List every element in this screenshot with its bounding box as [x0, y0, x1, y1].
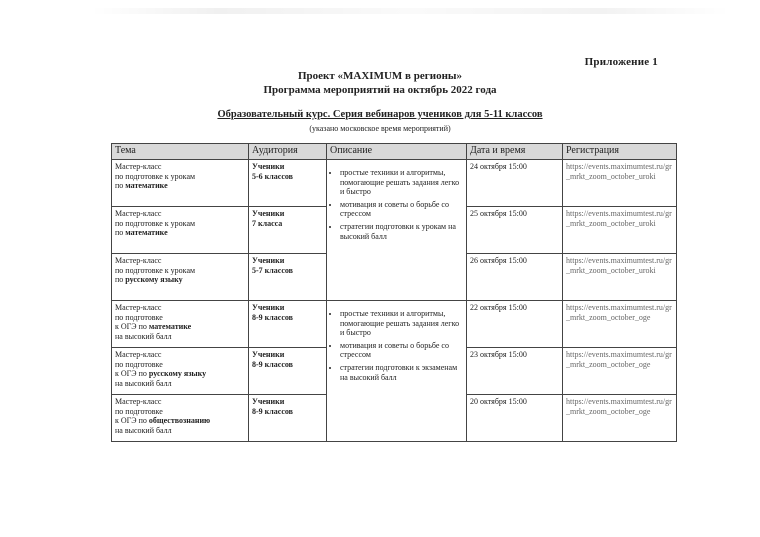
date-cell: 20 октября 15:00 — [467, 395, 563, 442]
description-list — [330, 168, 463, 241]
program-table — [111, 143, 677, 442]
topic-cell: Мастер-класс по подготовке к ОГЭ по русскому языку на высокий балл — [112, 348, 249, 395]
date-cell: 25 октября 15:00 — [467, 207, 563, 254]
date-cell: 24 октября 15:00 — [467, 160, 563, 207]
audience-cell: Ученики 5-7 классов — [249, 254, 327, 301]
topic-cell: Мастер-класс по подготовке к урокам по русскому языку — [112, 254, 249, 301]
audience-cell: Ученики 8-9 классов — [249, 348, 327, 395]
header-registration: Регистрация — [563, 144, 677, 160]
registration-link[interactable]: https://events.maximumtest.ru/gr_mrkt_zoom_october_uroki — [563, 254, 677, 301]
date-cell: 23 октября 15:00 — [467, 348, 563, 395]
registration-link[interactable]: https://events.maximumtest.ru/gr_mrkt_zoom_october_uroki — [563, 160, 677, 207]
audience-cell: Ученики 7 класса — [249, 207, 327, 254]
table-header-row — [112, 144, 677, 160]
topic-cell: Мастер-класс по подготовке к ОГЭ по математике на высокий балл — [112, 301, 249, 348]
course-subtitle: Образовательный курс. Серия вебинаров учеников для 5-11 классов — [217, 109, 543, 120]
appendix-label: Приложение 1 — [584, 56, 658, 68]
audience-cell: Ученики 8-9 классов — [249, 301, 327, 348]
description-list — [330, 309, 463, 382]
scan-artifact — [90, 8, 730, 14]
project-title: Проект «MAXIMUM в регионы» — [297, 70, 462, 82]
list-item: • мотивация и советы о борьбе со стрессом — [340, 341, 463, 360]
audience-cell: Ученики 5-6 классов — [249, 160, 327, 207]
list-item: • стратегии подготовки к урокам на высокий балл — [340, 222, 463, 241]
header-description: Описание — [327, 144, 467, 160]
table-row — [112, 160, 677, 207]
description-cell — [327, 160, 467, 301]
program-title: Программа мероприятий на октябрь 2022 года — [263, 84, 497, 96]
description-cell — [327, 301, 467, 442]
header-topic: Тема — [112, 144, 249, 160]
registration-link[interactable]: https://events.maximumtest.ru/gr_mrkt_zoom_october_oge — [563, 395, 677, 442]
list-item: • мотивация и советы о борьбе со стрессом — [340, 200, 463, 219]
registration-link[interactable]: https://events.maximumtest.ru/gr_mrkt_zoom_october_oge — [563, 301, 677, 348]
audience-cell: Ученики 8-9 классов — [249, 395, 327, 442]
list-item: • простые техники и алгоритмы, помогающие решать задания легко и быстро — [340, 309, 463, 338]
registration-link[interactable]: https://events.maximumtest.ru/gr_mrkt_zoom_october_oge — [563, 348, 677, 395]
topic-cell: Мастер-класс по подготовке к ОГЭ по обществознанию на высокий балл — [112, 395, 249, 442]
date-cell: 22 октября 15:00 — [467, 301, 563, 348]
header-date: Дата и время — [467, 144, 563, 160]
list-item: • стратегии подготовки к экзаменам на высокий балл — [340, 363, 463, 382]
list-item: • простые техники и алгоритмы, помогающие решать задания легко и быстро — [340, 168, 463, 197]
table-row — [112, 301, 677, 348]
header-audience: Аудитория — [249, 144, 327, 160]
date-cell: 26 октября 15:00 — [467, 254, 563, 301]
topic-cell: Мастер-класс по подготовке к урокам по математике — [112, 160, 249, 207]
time-note: (указано московское время мероприятий) — [309, 124, 451, 133]
registration-link[interactable]: https://events.maximumtest.ru/gr_mrkt_zoom_october_uroki — [563, 207, 677, 254]
topic-cell: Мастер-класс по подготовке к урокам по математике — [112, 207, 249, 254]
